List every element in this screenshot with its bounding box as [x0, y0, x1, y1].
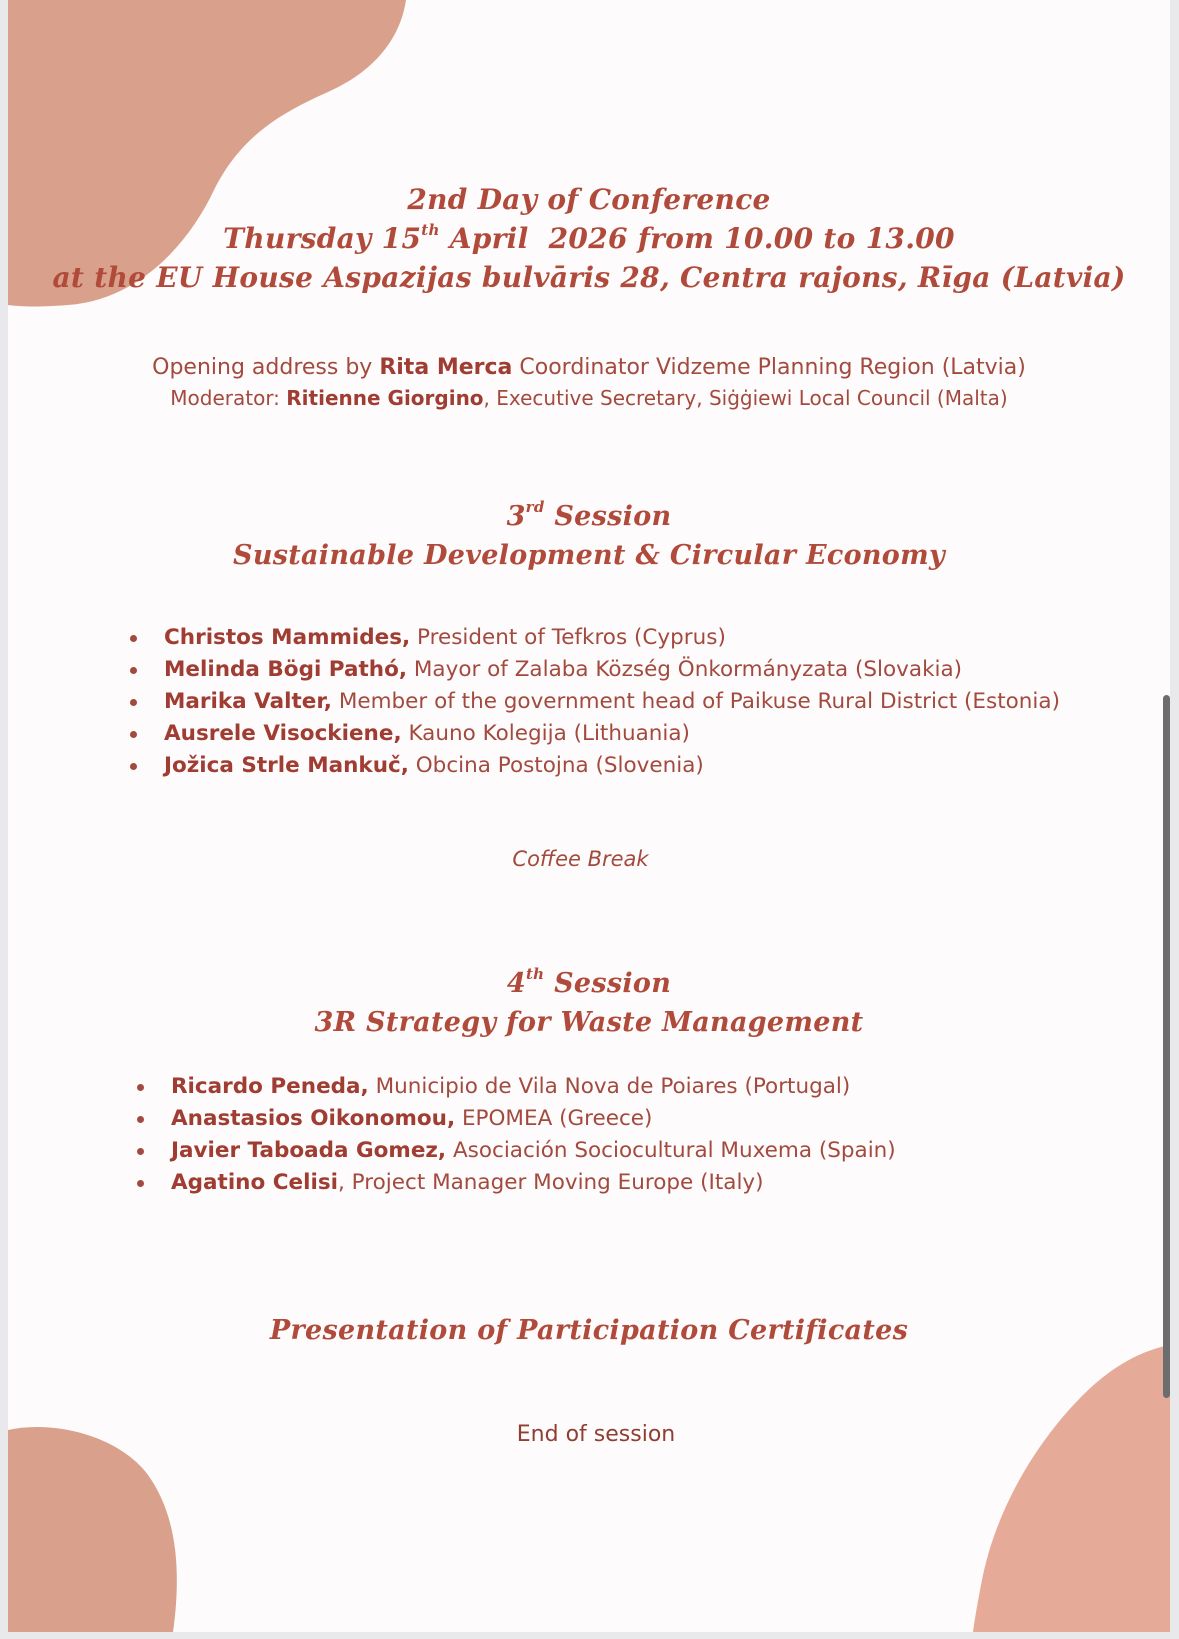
bullet-icon [130, 763, 137, 770]
bullet-icon [137, 1180, 144, 1187]
speaker-role: President of Tefkros (Cyprus) [410, 625, 726, 650]
document-page [8, 0, 1170, 1632]
speaker-role: Kauno Kolegija (Lithuania) [401, 721, 690, 746]
session-4-title: 3R Strategy for Waste Management [314, 1007, 864, 1038]
venue-line: at the EU House Aspazijas bulvāris 28, Centra rajons, Rīga (Latvia) [52, 261, 1126, 294]
day-title: 2nd Day of Conference [407, 183, 771, 216]
list-item [130, 622, 1060, 654]
moderator-line [8, 383, 1170, 413]
end-of-session: End of session [516, 1422, 676, 1447]
speaker-name: Ausrele Visockiene, [164, 721, 402, 746]
opening-address [8, 352, 1170, 383]
speaker-role: Mayor of Zalaba Község Önkormányzata (Slovakia) [407, 657, 963, 682]
opening-info [8, 352, 1170, 413]
decorative-blob-bottom-right [963, 1345, 1170, 1632]
conference-day-heading [8, 180, 1170, 297]
speaker-name: Ricardo Peneda, [171, 1074, 369, 1099]
speaker-name: Christos Mammides, [164, 625, 411, 650]
session-4-heading [8, 964, 1170, 1042]
moderator-name: Ritienne Giorgino [286, 386, 484, 410]
speaker-role: , Project Manager Moving Europe (Italy) [338, 1170, 764, 1195]
speaker-name: Marika Valter, [164, 689, 332, 714]
speaker-role: EPOMEA (Greece) [455, 1106, 653, 1131]
opening-prefix: Opening address by [152, 355, 380, 380]
coffee-break: Coffee Break [512, 847, 649, 871]
moderator-prefix: Moderator: [170, 386, 287, 410]
speaker-name: Jožica Strle Mankuč, [164, 753, 409, 778]
session-3-suffix: rd [525, 498, 545, 516]
speaker-name: Melinda Bögi Pathó, [164, 657, 408, 682]
session-3-word: Session [544, 501, 672, 532]
moderator-suffix: , Executive Secretary, Siġġiewi Local Council (Malta) [483, 386, 1008, 410]
list-item [130, 686, 1060, 718]
speaker-role: Member of the government head of Paikuse Rural District (Estonia) [331, 689, 1060, 714]
date-time-line [8, 219, 1170, 258]
list-item [130, 654, 1060, 686]
vertical-scrollbar[interactable] [1163, 695, 1170, 1398]
certificates-heading [8, 1311, 1170, 1350]
list-item [137, 1071, 896, 1103]
list-item [137, 1103, 896, 1135]
session-4-number: 4 [506, 968, 526, 999]
date-suffix: th [421, 221, 440, 239]
bullet-icon [137, 1084, 144, 1091]
list-item [137, 1135, 896, 1167]
speaker-name: Agatino Celisi [171, 1170, 339, 1195]
certificates-title: Presentation of Participation Certificates [269, 1315, 909, 1346]
session-4-suffix: th [525, 965, 545, 983]
list-item [130, 718, 1060, 750]
decorative-blob-bottom-left [8, 1420, 188, 1632]
session-3-heading [8, 497, 1170, 575]
date-rest: April 2026 from 10.00 to 13.00 [439, 222, 955, 255]
session-3-title: Sustainable Development & Circular Economy [233, 540, 945, 571]
speaker-name: Javier Taboada Gomez, [171, 1138, 447, 1163]
bullet-icon [137, 1116, 144, 1123]
speaker-name: Anastasios Oikonomou, [171, 1106, 456, 1131]
bullet-icon [130, 699, 137, 706]
speaker-role: Municipio de Vila Nova de Poiares (Portugal) [368, 1074, 851, 1099]
speaker-role: Asociación Sociocultural Muxema (Spain) [446, 1138, 896, 1163]
opening-suffix: Coordinator Vidzeme Planning Region (Latvia) [512, 355, 1026, 380]
bullet-icon [130, 667, 137, 674]
opening-speaker-name: Rita Merca [379, 355, 513, 380]
list-item [137, 1167, 896, 1199]
session-3-number: 3 [506, 501, 526, 532]
date-day: Thursday 15 [223, 222, 422, 255]
session-4-speaker-list [137, 1071, 896, 1199]
session-4-word: Session [544, 968, 672, 999]
bullet-icon [137, 1148, 144, 1155]
speaker-role: Obcina Postojna (Slovenia) [408, 753, 704, 778]
bullet-icon [130, 635, 137, 642]
session-4-label [8, 964, 1170, 1003]
list-item [130, 750, 1060, 782]
bullet-icon [130, 731, 137, 738]
session-3-label [8, 497, 1170, 536]
session-3-speaker-list [130, 622, 1060, 782]
